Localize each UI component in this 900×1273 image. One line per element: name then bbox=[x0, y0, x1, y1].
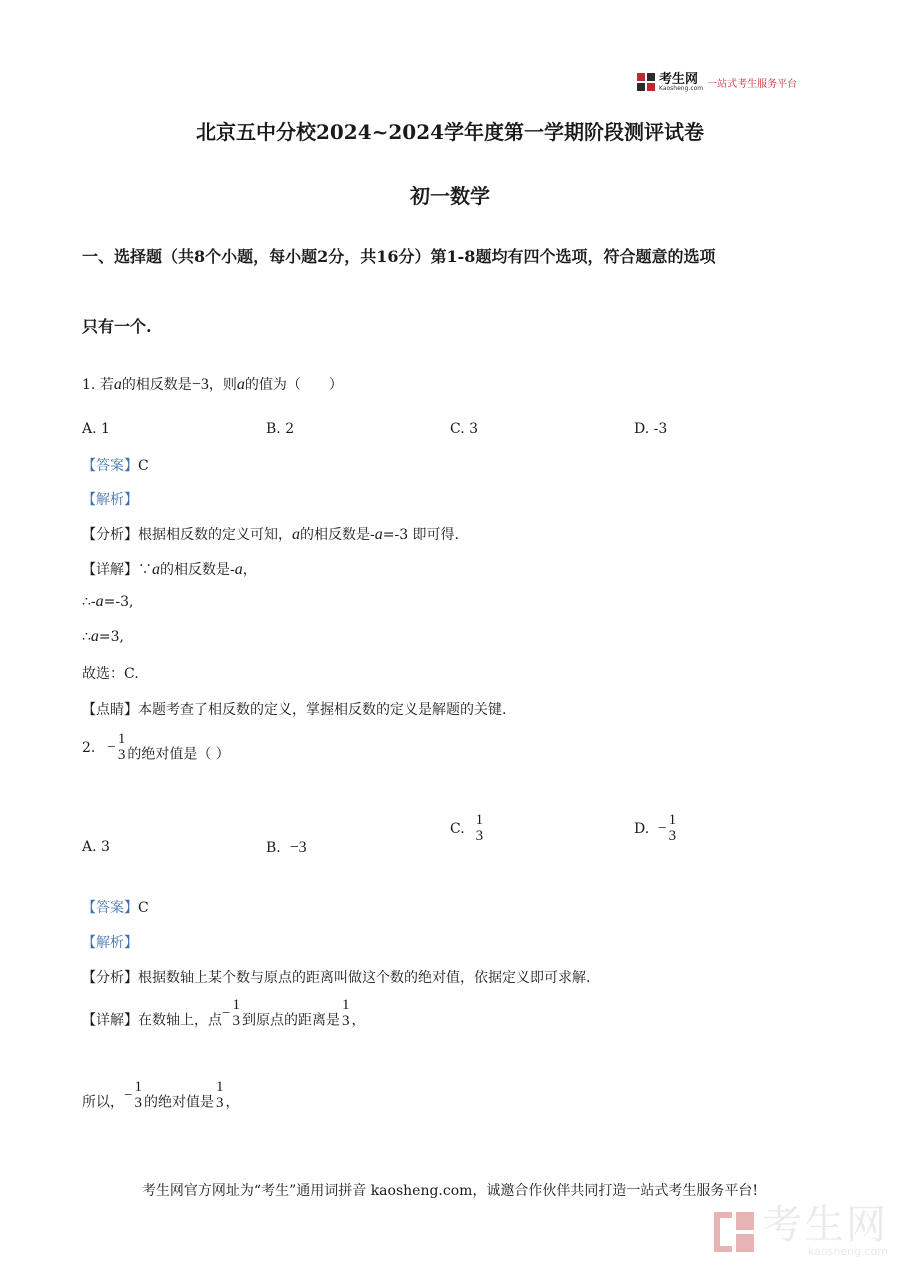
q2-option-b-label: B. bbox=[266, 840, 281, 856]
q1-var-a2: a bbox=[236, 376, 245, 393]
q2-suoyi-frac2 bbox=[214, 1080, 226, 1112]
q2-option-d-fraction bbox=[667, 813, 679, 845]
q1-step1-var: a bbox=[95, 593, 104, 610]
q2-option-b-value: −3 bbox=[289, 839, 307, 856]
q1-option-d: D. -3 bbox=[634, 421, 668, 437]
q1-step2-post: =3, bbox=[98, 629, 125, 645]
q2-xiangjie-frac2 bbox=[340, 998, 352, 1030]
q2-xiangjie-text3: ， bbox=[351, 1012, 366, 1029]
q2-option-d-den: 3 bbox=[668, 827, 677, 844]
q2-analysis-label: 【解析】 bbox=[82, 935, 138, 951]
q1-pre: 若 bbox=[99, 377, 114, 393]
q1-step2 bbox=[82, 628, 124, 646]
q2-xiangjie-frac2-den: 3 bbox=[341, 1012, 350, 1029]
q1-xiangjie-because: ∵ bbox=[138, 562, 152, 578]
q2-suoyi-text2: 的绝对值是 bbox=[143, 1094, 214, 1111]
q1-fenxi bbox=[82, 524, 459, 544]
q2-option-a: A. 3 bbox=[82, 839, 110, 855]
q2-suoyi-frac1 bbox=[132, 1080, 144, 1112]
q2-xiangjie-frac1-den: 3 bbox=[232, 1012, 240, 1029]
q2-option-c bbox=[450, 813, 485, 845]
q1-xiangjie-text3: ， bbox=[242, 562, 257, 578]
q1-analysis-label: 【解析】 bbox=[82, 492, 138, 508]
q1-option-b: B. 2 bbox=[266, 421, 295, 437]
q2-suoyi-frac1-num: 1 bbox=[134, 1079, 142, 1095]
q2-option-d bbox=[634, 813, 678, 845]
logo-en: Kaosheng.com bbox=[659, 84, 704, 92]
q1-option-a: A. 1 bbox=[82, 421, 110, 437]
q2-option-c-fraction bbox=[474, 813, 486, 845]
q1-fenxi-var1: a bbox=[292, 526, 300, 543]
q2-xiangjie-label: 【详解】 bbox=[82, 1012, 138, 1029]
q2-fenxi-label: 【分析】 bbox=[82, 970, 138, 986]
q2-xiangjie-frac1-num: 1 bbox=[232, 997, 240, 1013]
q1-dianjing-label: 【点睛】 bbox=[82, 702, 138, 718]
q2-number: 2. bbox=[82, 739, 96, 756]
watermark bbox=[712, 1202, 888, 1258]
q2-option-d-num: 1 bbox=[668, 812, 677, 828]
q2-suoyi-frac2-num: 1 bbox=[215, 1079, 224, 1095]
q2-frac-den: 3 bbox=[117, 746, 126, 763]
footer-text: 考生网官方网址为“考生”通用词拼音 kaosheng.com，诚邀合作伙伴共同打造一站式考生服务平台! bbox=[141, 1183, 759, 1199]
q2-answer-value: C bbox=[138, 900, 149, 916]
q2-option-d-label: D. bbox=[634, 820, 650, 837]
watermark-en: kaosheng.com bbox=[807, 1245, 888, 1258]
q1-answer bbox=[82, 455, 149, 475]
q1-stem bbox=[82, 374, 343, 394]
q2-option-d-minus: − bbox=[658, 820, 667, 837]
section-heading-line2: 只有一个. bbox=[82, 317, 152, 336]
q1-answer-value: C bbox=[138, 458, 149, 474]
watermark-cn: 考生网 bbox=[762, 1202, 888, 1248]
q2-answer-label: 【答案】 bbox=[82, 900, 138, 916]
q1-number: 1. bbox=[82, 377, 96, 393]
q2-option-c-num: 1 bbox=[475, 812, 484, 828]
q1-step1-post: =-3, bbox=[103, 594, 134, 610]
q1-option-c: C. 3 bbox=[450, 421, 479, 437]
header-slogan: 一站式考生服务平台 bbox=[707, 78, 798, 90]
q2-option-c-den: 3 bbox=[475, 827, 484, 844]
q1-step2-pre: ∴ bbox=[82, 629, 91, 645]
q2-frac-num: 1 bbox=[117, 731, 126, 747]
q2-option-c-label: C. bbox=[450, 820, 465, 837]
q1-var-a: a bbox=[113, 376, 122, 393]
q2-xiangjie-text1: 在数轴上，点 bbox=[138, 1012, 222, 1029]
q2-fenxi-text: 根据数轴上某个数与原点的距离叫做这个数的绝对值，依据定义即可求解. bbox=[138, 970, 591, 986]
q2-suoyi-frac1-den: 3 bbox=[134, 1094, 142, 1111]
q2-suoyi-text1: 所以， bbox=[82, 1094, 124, 1111]
q1-step1-pre: ∴- bbox=[82, 594, 96, 610]
q1-end: 的值为（ ） bbox=[244, 377, 343, 393]
q2-xiangjie-frac2-num: 1 bbox=[341, 997, 350, 1013]
page-subtitle: 初一数学 bbox=[410, 184, 490, 208]
q1-fenxi-var2: a bbox=[374, 526, 383, 543]
q1-xiangjie-var1: a bbox=[152, 561, 160, 578]
q2-suoyi-frac2-den: 3 bbox=[215, 1094, 224, 1111]
logo-cn: 考生网 bbox=[659, 71, 699, 87]
q1-step1 bbox=[82, 593, 133, 611]
watermark-logo-icon bbox=[712, 1208, 756, 1256]
page-title: 北京五中分校2024~2024学年度第一学期阶段测评试卷 bbox=[195, 120, 705, 144]
q2-suoyi-text3: ， bbox=[225, 1094, 240, 1111]
q2-stem bbox=[82, 732, 230, 764]
q2-fenxi bbox=[82, 967, 590, 987]
q1-dianjing bbox=[82, 699, 506, 719]
q2-suoyi bbox=[82, 1080, 239, 1112]
q2-suoyi-minus: − bbox=[124, 1087, 133, 1104]
q2-xiangjie-frac1 bbox=[230, 998, 242, 1030]
q1-step2-var: a bbox=[90, 628, 99, 645]
kaosheng-logo-icon bbox=[636, 72, 656, 92]
q2-answer bbox=[82, 897, 149, 917]
q1-fenxi-text3: =-3 即可得. bbox=[382, 527, 460, 543]
q1-xiangjie-label: 【详解】 bbox=[82, 562, 138, 578]
q1-fenxi-text2: 的相反数是- bbox=[300, 527, 375, 543]
q2-xiangjie-minus: − bbox=[222, 1005, 231, 1022]
q1-neg3: −3 bbox=[191, 376, 209, 393]
q1-fenxi-text1: 根据相反数的定义可知， bbox=[138, 527, 292, 543]
q1-mid: 的相反数是 bbox=[121, 377, 192, 393]
q1-fenxi-label: 【分析】 bbox=[82, 527, 138, 543]
q2-minus: − bbox=[107, 739, 116, 756]
header-logo bbox=[636, 72, 797, 92]
q1-answer-label: 【答案】 bbox=[82, 458, 138, 474]
q2-option-b bbox=[266, 839, 307, 857]
q1-xiangjie bbox=[82, 559, 257, 579]
q2-stem-end: 的绝对值是（ ） bbox=[127, 746, 230, 763]
q1-mid2: ，则 bbox=[208, 377, 237, 393]
q2-xiangjie-text2: 到原点的距离是 bbox=[241, 1012, 340, 1029]
q2-fraction bbox=[116, 732, 128, 764]
q2-xiangjie bbox=[82, 998, 365, 1030]
q1-xiangjie-text2: 的相反数是- bbox=[160, 562, 235, 578]
q1-xiangjie-var2: a bbox=[234, 561, 243, 578]
q1-choose: 故选：C. bbox=[82, 666, 139, 682]
q1-dianjing-text: 本题考查了相反数的定义，掌握相反数的定义是解题的关键. bbox=[138, 702, 507, 718]
section-heading-line1: 一、选择题（共8个小题，每小题2分，共16分）第1-8题均有四个选项，符合题意的选项 bbox=[82, 247, 716, 266]
